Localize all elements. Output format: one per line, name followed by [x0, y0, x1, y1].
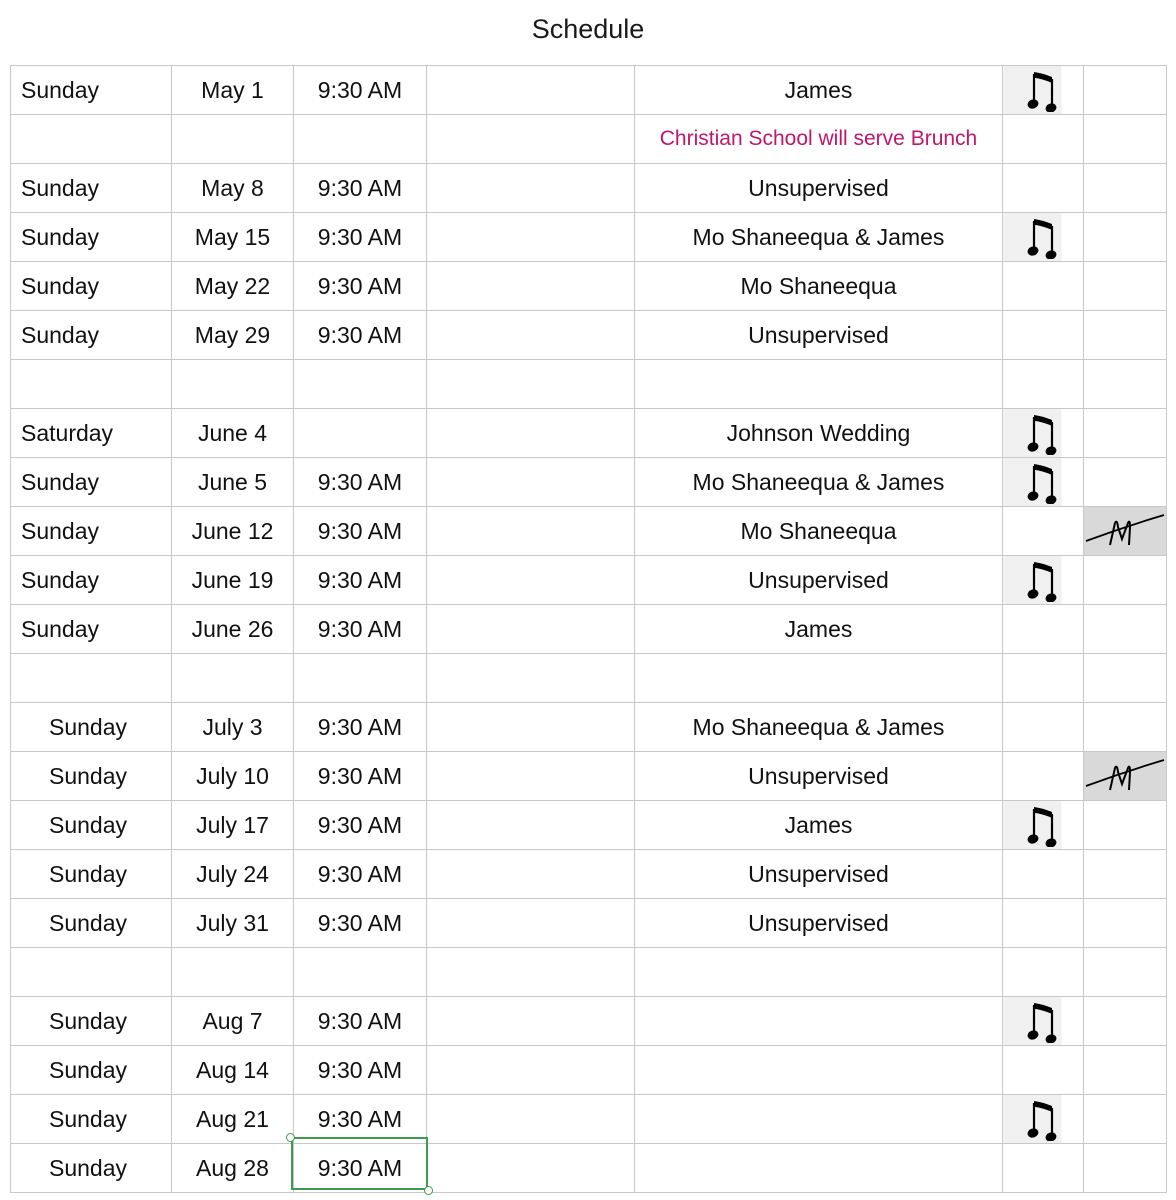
music-cell[interactable]: [1003, 1046, 1084, 1095]
signature-cell[interactable]: [1084, 66, 1167, 115]
table-row: [11, 458, 1167, 507]
music-notes-icon: [1027, 999, 1059, 1043]
signature-mark: [1084, 507, 1167, 555]
time-cell[interactable]: [294, 409, 427, 458]
date-cell[interactable]: [172, 654, 294, 703]
table-row: [11, 66, 1167, 115]
music-cell[interactable]: [1003, 164, 1084, 213]
music-notes-icon: [1027, 558, 1059, 602]
name-cell[interactable]: [635, 654, 1003, 703]
music-notes-icon: [1027, 803, 1059, 847]
name-cell[interactable]: [635, 1144, 1003, 1193]
signature-cell[interactable]: [1084, 752, 1167, 801]
table-row: [11, 409, 1167, 458]
blank-cell[interactable]: [427, 948, 635, 997]
table-row: [11, 1144, 1167, 1193]
table-row: [11, 262, 1167, 311]
music-notes-icon: [1027, 215, 1059, 259]
table-row: [11, 605, 1167, 654]
name-cell[interactable]: James: [635, 605, 1003, 654]
music-cell[interactable]: [1003, 213, 1084, 262]
blank-cell[interactable]: [427, 899, 635, 948]
name-cell[interactable]: Mo Shaneequa & James: [635, 703, 1003, 752]
music-cell[interactable]: [1003, 752, 1084, 801]
time-cell[interactable]: 9:30 AM: [294, 311, 427, 360]
day-cell[interactable]: Sunday: [11, 752, 172, 801]
day-cell[interactable]: Sunday: [11, 556, 172, 605]
signature-text: M: [1084, 752, 1085, 753]
name-cell[interactable]: [635, 1095, 1003, 1144]
name-cell[interactable]: Unsupervised: [635, 556, 1003, 605]
signature-cell[interactable]: [1084, 801, 1167, 850]
time-cell[interactable]: 9:30 AM: [294, 556, 427, 605]
time-cell[interactable]: 9:30 AM: [294, 164, 427, 213]
music-cell[interactable]: [1003, 507, 1084, 556]
music-cell[interactable]: [1003, 997, 1084, 1046]
music-cell[interactable]: [1003, 948, 1084, 997]
date-cell[interactable]: May 8: [172, 164, 294, 213]
day-cell[interactable]: Sunday: [11, 66, 172, 115]
blank-cell[interactable]: [427, 115, 635, 164]
music-cell[interactable]: [1003, 458, 1084, 507]
day-cell[interactable]: Sunday: [11, 262, 172, 311]
music-notes-icon: [1027, 411, 1059, 455]
time-cell[interactable]: 9:30 AM: [294, 66, 427, 115]
schedule-table: [10, 65, 1167, 1193]
blank-cell[interactable]: [427, 213, 635, 262]
date-cell[interactable]: July 10: [172, 752, 294, 801]
music-cell[interactable]: [1003, 703, 1084, 752]
day-cell[interactable]: Sunday: [11, 213, 172, 262]
signature-text: M: [1084, 507, 1085, 508]
day-cell[interactable]: Sunday: [11, 311, 172, 360]
signature-cell[interactable]: [1084, 1095, 1167, 1144]
name-cell[interactable]: [635, 1046, 1003, 1095]
table-row: [11, 703, 1167, 752]
blank-cell[interactable]: [427, 360, 635, 409]
day-cell[interactable]: [11, 654, 172, 703]
blank-cell[interactable]: [427, 997, 635, 1046]
time-cell[interactable]: 9:30 AM: [294, 850, 427, 899]
signature-cell[interactable]: [1084, 703, 1167, 752]
signature-cell[interactable]: [1084, 360, 1167, 409]
signature-cell[interactable]: [1084, 899, 1167, 948]
table-row: [11, 556, 1167, 605]
music-cell[interactable]: [1003, 115, 1084, 164]
music-cell[interactable]: [1003, 654, 1084, 703]
blank-cell[interactable]: [427, 507, 635, 556]
time-cell[interactable]: 9:30 AM: [294, 262, 427, 311]
day-cell[interactable]: Sunday: [11, 899, 172, 948]
time-cell[interactable]: [294, 115, 427, 164]
sheet-title: Schedule: [531, 14, 645, 44]
date-cell[interactable]: May 15: [172, 213, 294, 262]
time-cell[interactable]: 9:30 AM: [294, 752, 427, 801]
blank-cell[interactable]: [427, 262, 635, 311]
date-cell[interactable]: May 29: [172, 311, 294, 360]
name-cell[interactable]: Unsupervised: [635, 850, 1003, 899]
table-row: [11, 997, 1167, 1046]
table-row: [11, 164, 1167, 213]
signature-cell[interactable]: [1084, 556, 1167, 605]
blank-cell[interactable]: [427, 1095, 635, 1144]
table-row: [11, 752, 1167, 801]
day-cell[interactable]: Sunday: [11, 458, 172, 507]
date-cell[interactable]: Aug 28: [172, 1144, 294, 1193]
music-cell[interactable]: [1003, 262, 1084, 311]
time-cell[interactable]: 9:30 AM: [294, 1046, 427, 1095]
time-cell[interactable]: 9:30 AM: [294, 1144, 427, 1193]
blank-cell[interactable]: [427, 654, 635, 703]
signature-cell[interactable]: [1084, 507, 1167, 556]
music-cell[interactable]: [1003, 66, 1084, 115]
day-cell[interactable]: [11, 115, 172, 164]
blank-cell[interactable]: [427, 703, 635, 752]
blank-cell[interactable]: [427, 801, 635, 850]
note-cell[interactable]: Christian School will serve Brunch: [635, 115, 1003, 164]
day-cell[interactable]: Sunday: [11, 507, 172, 556]
date-cell[interactable]: June 12: [172, 507, 294, 556]
name-cell[interactable]: [635, 360, 1003, 409]
music-cell[interactable]: [1003, 801, 1084, 850]
date-cell[interactable]: June 26: [172, 605, 294, 654]
music-cell[interactable]: [1003, 1144, 1084, 1193]
signature-cell[interactable]: [1084, 262, 1167, 311]
date-cell[interactable]: June 5: [172, 458, 294, 507]
day-cell[interactable]: Sunday: [11, 1046, 172, 1095]
date-cell[interactable]: [172, 948, 294, 997]
signature-cell[interactable]: [1084, 458, 1167, 507]
signature-cell[interactable]: [1084, 948, 1167, 997]
date-cell[interactable]: May 22: [172, 262, 294, 311]
signature-cell[interactable]: [1084, 311, 1167, 360]
date-cell[interactable]: Aug 14: [172, 1046, 294, 1095]
date-cell[interactable]: June 4: [172, 409, 294, 458]
day-cell[interactable]: Sunday: [11, 1095, 172, 1144]
time-cell[interactable]: [294, 948, 427, 997]
blank-cell[interactable]: [427, 1046, 635, 1095]
time-cell[interactable]: 9:30 AM: [294, 507, 427, 556]
date-cell[interactable]: July 17: [172, 801, 294, 850]
name-cell[interactable]: [635, 948, 1003, 997]
time-cell[interactable]: 9:30 AM: [294, 213, 427, 262]
day-cell[interactable]: Sunday: [11, 605, 172, 654]
time-cell[interactable]: 9:30 AM: [294, 605, 427, 654]
signature-cell[interactable]: [1084, 997, 1167, 1046]
date-cell[interactable]: June 19: [172, 556, 294, 605]
name-cell[interactable]: Mo Shaneequa & James: [635, 213, 1003, 262]
music-notes-icon: [1027, 68, 1059, 112]
blank-cell[interactable]: [427, 1144, 635, 1193]
time-cell[interactable]: 9:30 AM: [294, 703, 427, 752]
blank-cell[interactable]: [427, 605, 635, 654]
date-cell[interactable]: July 24: [172, 850, 294, 899]
signature-cell[interactable]: [1084, 1046, 1167, 1095]
day-cell[interactable]: Saturday: [11, 409, 172, 458]
table-row: [11, 115, 1167, 164]
day-cell[interactable]: Sunday: [11, 850, 172, 899]
signature-cell[interactable]: [1084, 1144, 1167, 1193]
time-cell[interactable]: 9:30 AM: [294, 1095, 427, 1144]
name-cell[interactable]: Unsupervised: [635, 899, 1003, 948]
time-cell[interactable]: 9:30 AM: [294, 997, 427, 1046]
blank-cell[interactable]: [427, 752, 635, 801]
name-cell[interactable]: Johnson Wedding: [635, 409, 1003, 458]
music-cell[interactable]: [1003, 556, 1084, 605]
name-cell[interactable]: Mo Shaneequa: [635, 262, 1003, 311]
name-cell[interactable]: Mo Shaneequa: [635, 507, 1003, 556]
signature-cell[interactable]: [1084, 605, 1167, 654]
date-cell[interactable]: May 1: [172, 66, 294, 115]
table-row: [11, 360, 1167, 409]
blank-cell[interactable]: [427, 409, 635, 458]
day-cell[interactable]: Sunday: [11, 703, 172, 752]
music-notes-icon: [1027, 1097, 1059, 1141]
signature-cell[interactable]: [1084, 409, 1167, 458]
signature-cell[interactable]: [1084, 213, 1167, 262]
signature-cell[interactable]: [1084, 654, 1167, 703]
day-cell[interactable]: [11, 948, 172, 997]
table-row: [11, 1095, 1167, 1144]
table-row: [11, 311, 1167, 360]
blank-cell[interactable]: [427, 556, 635, 605]
day-cell[interactable]: Sunday: [11, 801, 172, 850]
blank-cell[interactable]: [427, 850, 635, 899]
name-cell[interactable]: [635, 997, 1003, 1046]
blank-cell[interactable]: [427, 311, 635, 360]
selection-handle-bottom-right[interactable]: [424, 1186, 433, 1195]
table-row: [11, 801, 1167, 850]
day-cell[interactable]: Sunday: [11, 997, 172, 1046]
day-cell[interactable]: [11, 360, 172, 409]
table-row: [11, 213, 1167, 262]
signature-cell[interactable]: [1084, 115, 1167, 164]
table-row: [11, 1046, 1167, 1095]
name-cell[interactable]: Mo Shaneequa & James: [635, 458, 1003, 507]
name-cell[interactable]: James: [635, 66, 1003, 115]
signature-mark: [1084, 752, 1167, 800]
date-cell[interactable]: Aug 7: [172, 997, 294, 1046]
blank-cell[interactable]: [427, 66, 635, 115]
date-cell[interactable]: Aug 21: [172, 1095, 294, 1144]
music-cell[interactable]: [1003, 360, 1084, 409]
time-cell[interactable]: [294, 360, 427, 409]
table-row: [11, 948, 1167, 997]
blank-cell[interactable]: [427, 458, 635, 507]
date-cell[interactable]: [172, 360, 294, 409]
table-row: [11, 654, 1167, 703]
table-row: [11, 899, 1167, 948]
name-cell[interactable]: James: [635, 801, 1003, 850]
time-cell[interactable]: 9:30 AM: [294, 899, 427, 948]
music-cell[interactable]: [1003, 850, 1084, 899]
day-cell[interactable]: Sunday: [11, 164, 172, 213]
music-cell[interactable]: [1003, 1095, 1084, 1144]
table-row: [11, 507, 1167, 556]
name-cell[interactable]: Unsupervised: [635, 752, 1003, 801]
music-cell[interactable]: [1003, 409, 1084, 458]
table-row: [11, 850, 1167, 899]
time-cell[interactable]: 9:30 AM: [294, 801, 427, 850]
date-cell[interactable]: July 31: [172, 899, 294, 948]
selection-handle-top-left[interactable]: [286, 1133, 295, 1142]
time-cell[interactable]: [294, 654, 427, 703]
name-cell[interactable]: Unsupervised: [635, 164, 1003, 213]
signature-cell[interactable]: [1084, 164, 1167, 213]
date-cell[interactable]: July 3: [172, 703, 294, 752]
signature-cell[interactable]: [1084, 850, 1167, 899]
name-cell[interactable]: Unsupervised: [635, 311, 1003, 360]
day-cell[interactable]: Sunday: [11, 1144, 172, 1193]
music-cell[interactable]: [1003, 311, 1084, 360]
blank-cell[interactable]: [427, 164, 635, 213]
music-cell[interactable]: [1003, 899, 1084, 948]
music-cell[interactable]: [1003, 605, 1084, 654]
date-cell[interactable]: [172, 115, 294, 164]
time-cell[interactable]: 9:30 AM: [294, 458, 427, 507]
music-notes-icon: [1027, 460, 1059, 504]
